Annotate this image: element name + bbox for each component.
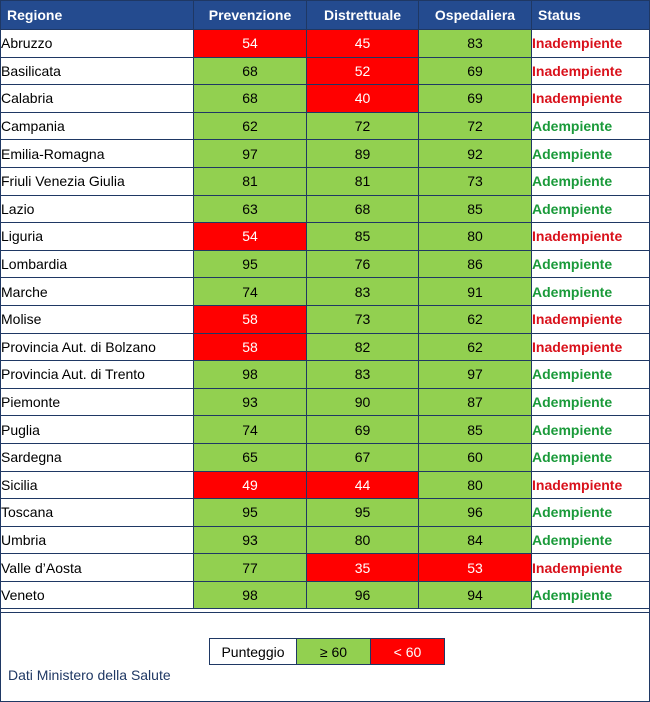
table-row: [1, 333, 650, 361]
region-name: Veneto: [1, 581, 194, 609]
table-row: [1, 85, 650, 113]
score-prevenzione: 93: [194, 388, 307, 416]
status-badge: Inadempiente: [532, 85, 650, 113]
region-name: Valle d’Aosta: [1, 554, 194, 582]
score-ospedaliera: 91: [419, 278, 532, 306]
region-name: Emilia-Romagna: [1, 140, 194, 168]
status-badge: Adempiente: [532, 195, 650, 223]
score-distrettuale: 80: [307, 526, 419, 554]
score-distrettuale: 90: [307, 388, 419, 416]
table-row: [1, 443, 650, 471]
region-name: Friuli Venezia Giulia: [1, 167, 194, 195]
header-prevenzione: Prevenzione: [194, 1, 307, 30]
status-badge: Adempiente: [532, 499, 650, 527]
table-body: [1, 30, 650, 609]
status-badge: Adempiente: [532, 443, 650, 471]
region-name: Basilicata: [1, 57, 194, 85]
region-name: Piemonte: [1, 388, 194, 416]
region-name: Liguria: [1, 223, 194, 251]
legend-label: Punteggio: [210, 639, 297, 665]
score-distrettuale: 81: [307, 167, 419, 195]
table-row: [1, 554, 650, 582]
score-ospedaliera: 87: [419, 388, 532, 416]
score-prevenzione: 54: [194, 30, 307, 58]
status-badge: Adempiente: [532, 140, 650, 168]
table-row: [1, 471, 650, 499]
status-badge: Inadempiente: [532, 223, 650, 251]
region-name: Umbria: [1, 526, 194, 554]
table-row: [1, 388, 650, 416]
score-ospedaliera: 94: [419, 581, 532, 609]
region-name: Provincia Aut. di Trento: [1, 361, 194, 389]
score-prevenzione: 93: [194, 526, 307, 554]
region-name: Sicilia: [1, 471, 194, 499]
score-ospedaliera: 96: [419, 499, 532, 527]
table-row: [1, 223, 650, 251]
status-badge: Adempiente: [532, 361, 650, 389]
score-ospedaliera: 72: [419, 112, 532, 140]
table-row: [1, 250, 650, 278]
score-distrettuale: 40: [307, 85, 419, 113]
region-name: Provincia Aut. di Bolzano: [1, 333, 194, 361]
score-ospedaliera: 80: [419, 223, 532, 251]
score-ospedaliera: 85: [419, 416, 532, 444]
table-row: [1, 195, 650, 223]
score-distrettuale: 68: [307, 195, 419, 223]
table-row: [1, 305, 650, 333]
table-row: [1, 416, 650, 444]
score-prevenzione: 68: [194, 57, 307, 85]
score-prevenzione: 74: [194, 278, 307, 306]
score-prevenzione: 58: [194, 305, 307, 333]
status-badge: Adempiente: [532, 416, 650, 444]
status-badge: Inadempiente: [532, 471, 650, 499]
status-badge: Adempiente: [532, 526, 650, 554]
score-prevenzione: 54: [194, 223, 307, 251]
score-ospedaliera: 62: [419, 305, 532, 333]
score-distrettuale: 52: [307, 57, 419, 85]
score-prevenzione: 98: [194, 581, 307, 609]
region-name: Molise: [1, 305, 194, 333]
score-distrettuale: 44: [307, 471, 419, 499]
table-bottom-rule: [0, 612, 650, 613]
score-ospedaliera: 86: [419, 250, 532, 278]
table-row: [1, 581, 650, 609]
score-ospedaliera: 53: [419, 554, 532, 582]
status-badge: Inadempiente: [532, 305, 650, 333]
score-ospedaliera: 60: [419, 443, 532, 471]
score-ospedaliera: 85: [419, 195, 532, 223]
score-distrettuale: 67: [307, 443, 419, 471]
score-ospedaliera: 62: [419, 333, 532, 361]
region-name: Lombardia: [1, 250, 194, 278]
status-badge: Inadempiente: [532, 554, 650, 582]
table-row: [1, 140, 650, 168]
score-distrettuale: 96: [307, 581, 419, 609]
table-row: [1, 167, 650, 195]
status-badge: Adempiente: [532, 581, 650, 609]
score-legend: [209, 638, 445, 665]
status-badge: Adempiente: [532, 250, 650, 278]
score-distrettuale: 83: [307, 361, 419, 389]
score-distrettuale: 85: [307, 223, 419, 251]
score-prevenzione: 65: [194, 443, 307, 471]
score-ospedaliera: 73: [419, 167, 532, 195]
status-badge: Inadempiente: [532, 57, 650, 85]
score-distrettuale: 83: [307, 278, 419, 306]
header-status: Status: [532, 1, 650, 30]
source-note: Dati Ministero della Salute: [8, 667, 171, 683]
score-prevenzione: 95: [194, 499, 307, 527]
score-ospedaliera: 69: [419, 57, 532, 85]
region-name: Puglia: [1, 416, 194, 444]
region-name: Calabria: [1, 85, 194, 113]
status-badge: Adempiente: [532, 388, 650, 416]
table-row: [1, 30, 650, 58]
legend-ok-swatch: ≥ 60: [297, 639, 371, 665]
score-distrettuale: 95: [307, 499, 419, 527]
region-name: Campania: [1, 112, 194, 140]
region-name: Marche: [1, 278, 194, 306]
status-badge: Inadempiente: [532, 30, 650, 58]
score-prevenzione: 97: [194, 140, 307, 168]
table-header: [1, 1, 650, 30]
table-row: [1, 278, 650, 306]
score-distrettuale: 89: [307, 140, 419, 168]
score-distrettuale: 72: [307, 112, 419, 140]
score-prevenzione: 81: [194, 167, 307, 195]
score-distrettuale: 35: [307, 554, 419, 582]
score-prevenzione: 77: [194, 554, 307, 582]
status-badge: Adempiente: [532, 112, 650, 140]
status-badge: Adempiente: [532, 278, 650, 306]
score-ospedaliera: 80: [419, 471, 532, 499]
header-distrettuale: Distrettuale: [307, 1, 419, 30]
score-ospedaliera: 69: [419, 85, 532, 113]
score-prevenzione: 95: [194, 250, 307, 278]
score-distrettuale: 73: [307, 305, 419, 333]
score-distrettuale: 76: [307, 250, 419, 278]
table-row: [1, 526, 650, 554]
table-row: [1, 361, 650, 389]
score-distrettuale: 82: [307, 333, 419, 361]
region-name: Lazio: [1, 195, 194, 223]
score-prevenzione: 98: [194, 361, 307, 389]
table-row: [1, 57, 650, 85]
region-name: Abruzzo: [1, 30, 194, 58]
score-ospedaliera: 83: [419, 30, 532, 58]
table-row: [1, 499, 650, 527]
score-distrettuale: 45: [307, 30, 419, 58]
header-ospedaliera: Ospedaliera: [419, 1, 532, 30]
table-row: [1, 112, 650, 140]
region-name: Toscana: [1, 499, 194, 527]
score-prevenzione: 62: [194, 112, 307, 140]
score-prevenzione: 68: [194, 85, 307, 113]
status-badge: Inadempiente: [532, 333, 650, 361]
score-prevenzione: 63: [194, 195, 307, 223]
score-prevenzione: 74: [194, 416, 307, 444]
score-ospedaliera: 84: [419, 526, 532, 554]
score-prevenzione: 58: [194, 333, 307, 361]
score-distrettuale: 69: [307, 416, 419, 444]
score-ospedaliera: 92: [419, 140, 532, 168]
score-prevenzione: 49: [194, 471, 307, 499]
region-name: Sardegna: [1, 443, 194, 471]
legend-low-swatch: < 60: [371, 639, 445, 665]
header-regione: Regione: [1, 1, 194, 30]
score-ospedaliera: 97: [419, 361, 532, 389]
status-badge: Adempiente: [532, 167, 650, 195]
